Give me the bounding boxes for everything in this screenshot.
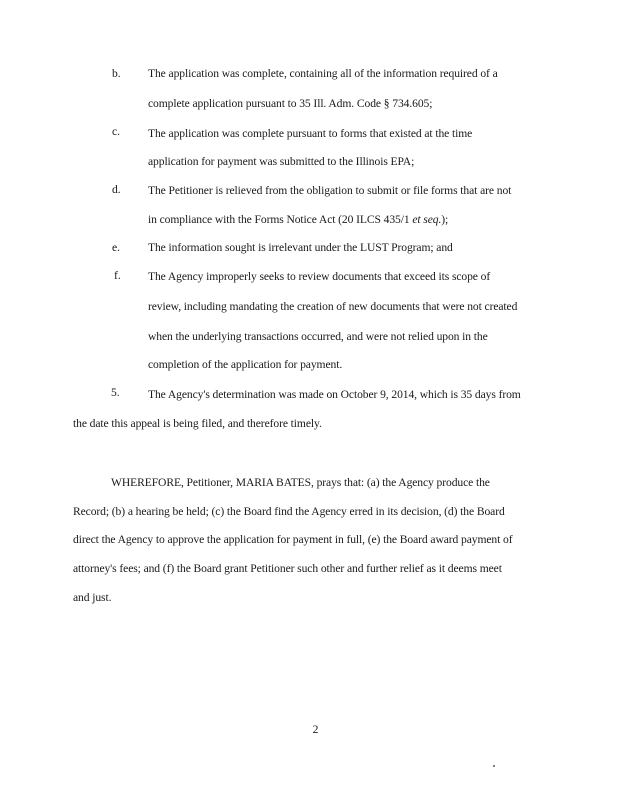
paragraph-5-line-1: The Agency's determination was made on October 9, 2014, which is 35 days from [148, 388, 521, 401]
paragraph-5-line-2: the date this appeal is being filed, and therefore timely. [73, 417, 322, 430]
scan-speck [493, 765, 495, 767]
item-d-line-2: in compliance with the Forms Notice Act (20 ILCS 435/1 et seq.); [148, 213, 449, 226]
item-c-line-2: application for payment was submitted to the Illinois EPA; [148, 155, 415, 168]
paragraph-5-marker: 5. [111, 386, 120, 399]
item-e-line-1: The information sought is irrelevant under the LUST Program; and [148, 241, 453, 254]
wherefore-line-3: direct the Agency to approve the application for payment in full, (e) the Board award payment of [73, 533, 513, 546]
wherefore-line-2: Record; (b) a hearing be held; (c) the Board find the Agency erred in its decision, (d) the Board [73, 505, 505, 518]
item-f-line-1: The Agency improperly seeks to review documents that exceed its scope of [148, 270, 491, 283]
item-b-line-2: complete application pursuant to 35 Ill. Adm. Code § 734.605; [148, 97, 433, 110]
item-f-line-4: completion of the application for payment. [148, 358, 343, 371]
item-b-marker: b. [112, 67, 121, 80]
item-c-line-1: The application was complete pursuant to forms that existed at the time [148, 127, 473, 140]
item-f-line-3: when the underlying transactions occurred, and were not relied upon in the [148, 330, 488, 343]
item-c-marker: c. [112, 125, 121, 138]
item-d-marker: d. [112, 183, 121, 196]
wherefore-line-5: and just. [73, 591, 112, 604]
wherefore-line-1: WHEREFORE, Petitioner, MARIA BATES, prays that: (a) the Agency produce the [111, 476, 490, 489]
page-number: 2 [312, 723, 319, 736]
item-b-line-1: The application was complete, containing all of the information required of a [148, 67, 498, 80]
item-f-marker: f. [114, 269, 121, 282]
wherefore-line-4: attorney's fees; and (f) the Board grant Petitioner such other and further relief as it deems meet [73, 562, 502, 575]
et-seq-italic: et seq. [412, 213, 442, 226]
item-f-line-2: review, including mandating the creation of new documents that were not created [148, 300, 518, 313]
item-d-line-1: The Petitioner is relieved from the obligation to submit or file forms that are not [148, 184, 512, 197]
item-e-marker: e. [112, 241, 121, 254]
